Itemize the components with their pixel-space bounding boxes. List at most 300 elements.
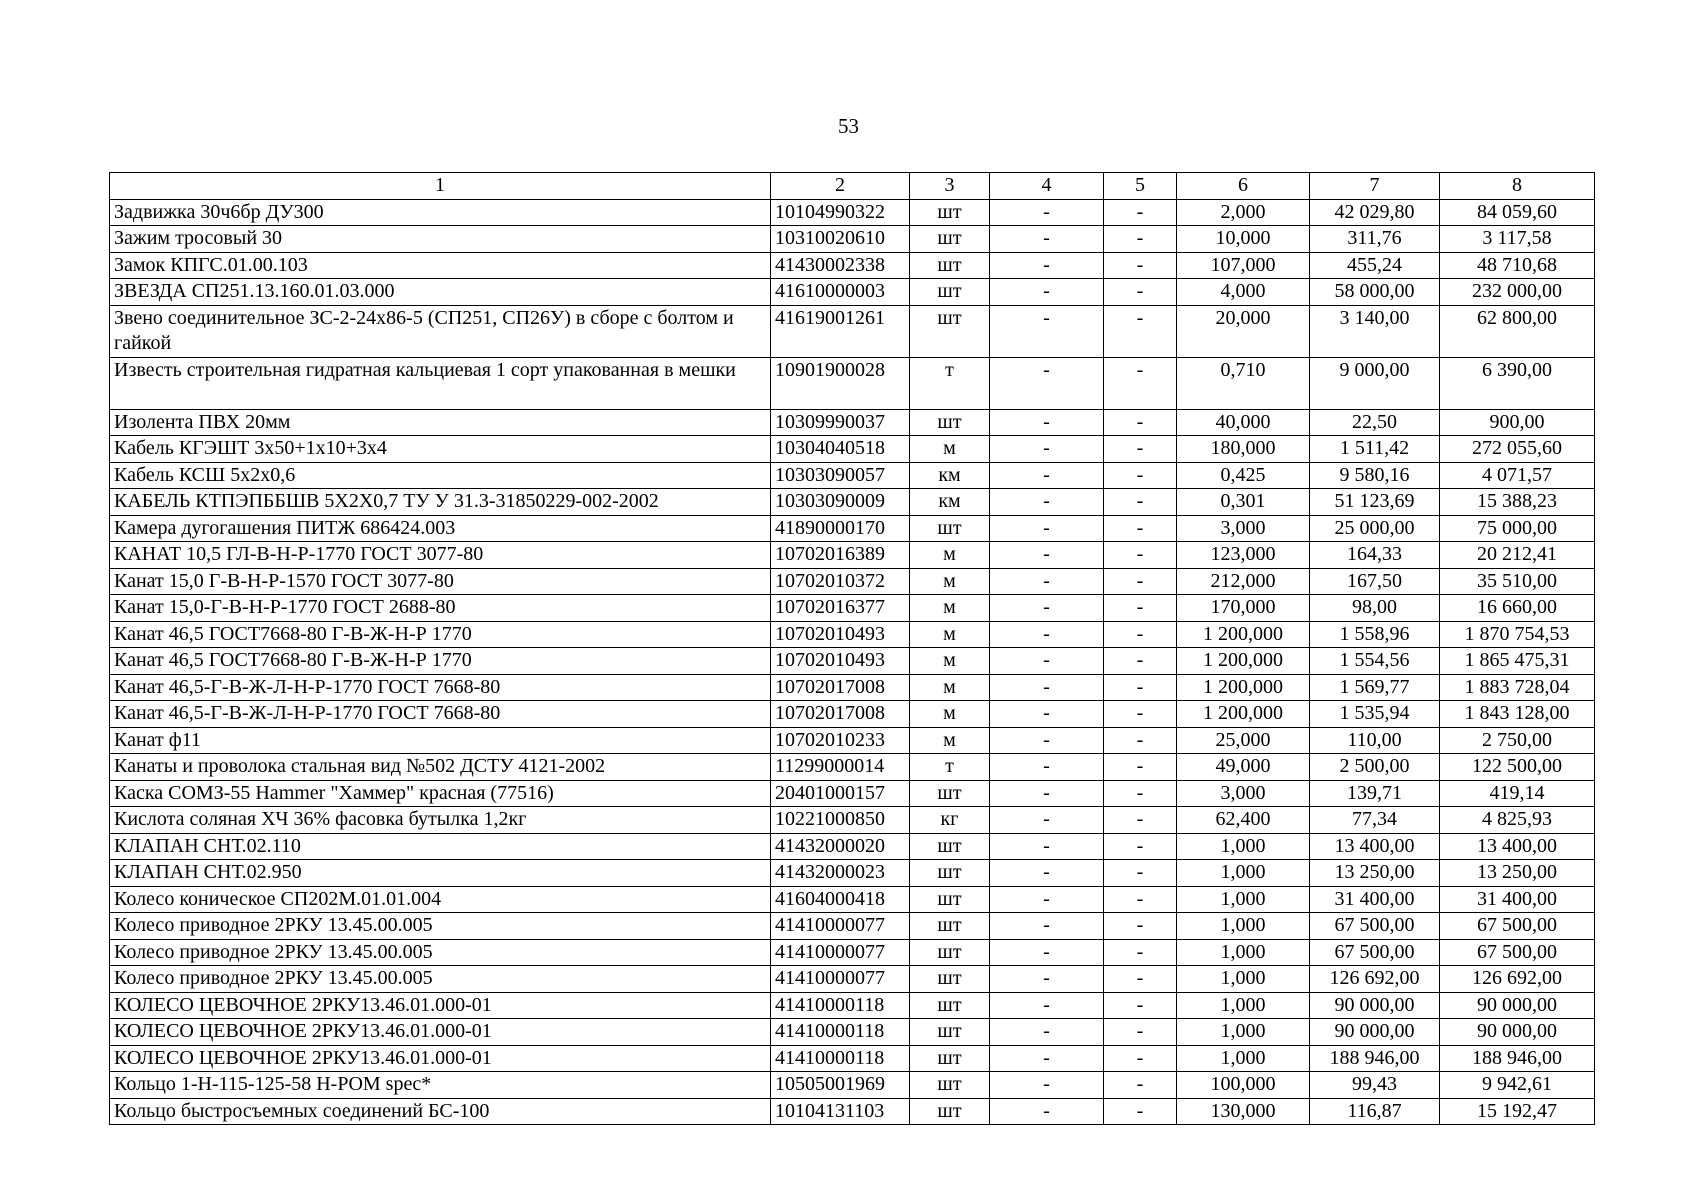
table-row xyxy=(110,833,1595,860)
quantity-cell: 212,000 xyxy=(1177,568,1310,595)
item-code-cell: 10702016377 xyxy=(771,595,910,622)
price-cell: 42 029,80 xyxy=(1310,199,1440,226)
quantity-cell: 0,425 xyxy=(1177,462,1310,489)
item-code-cell: 41432000023 xyxy=(771,860,910,887)
price-cell: 13 400,00 xyxy=(1310,833,1440,860)
sum-cell: 20 212,41 xyxy=(1440,542,1595,569)
price-cell: 31 400,00 xyxy=(1310,886,1440,913)
column-4-cell: - xyxy=(990,1045,1104,1072)
sum-cell: 90 000,00 xyxy=(1440,1019,1595,1046)
column-5-cell: - xyxy=(1104,939,1177,966)
price-cell: 1 569,77 xyxy=(1310,674,1440,701)
unit-cell: шт xyxy=(910,966,990,993)
table-row xyxy=(110,621,1595,648)
price-cell: 67 500,00 xyxy=(1310,939,1440,966)
column-header: 6 xyxy=(1177,173,1310,200)
item-code-cell: 41410000118 xyxy=(771,1019,910,1046)
unit-cell: шт xyxy=(910,305,990,357)
sum-cell: 15 192,47 xyxy=(1440,1098,1595,1125)
column-header: 7 xyxy=(1310,173,1440,200)
item-code-cell: 41610000003 xyxy=(771,279,910,306)
column-4-cell: - xyxy=(990,621,1104,648)
column-4-cell: - xyxy=(990,780,1104,807)
quantity-cell: 0,301 xyxy=(1177,489,1310,516)
quantity-cell: 1 200,000 xyxy=(1177,648,1310,675)
price-cell: 1 535,94 xyxy=(1310,701,1440,728)
item-name-cell: Канат 46,5-Г-В-Ж-Л-Н-Р-1770 ГОСТ 7668-80 xyxy=(110,701,771,728)
item-name-cell: КОЛЕСО ЦЕВОЧНОЕ 2РКУ13.46.01.000-01 xyxy=(110,992,771,1019)
column-4-cell: - xyxy=(990,252,1104,279)
quantity-cell: 4,000 xyxy=(1177,279,1310,306)
price-cell: 3 140,00 xyxy=(1310,305,1440,357)
unit-cell: шт xyxy=(910,252,990,279)
column-4-cell: - xyxy=(990,939,1104,966)
column-header: 1 xyxy=(110,173,771,200)
sum-cell: 232 000,00 xyxy=(1440,279,1595,306)
item-code-cell: 10702010233 xyxy=(771,727,910,754)
table-row xyxy=(110,780,1595,807)
column-5-cell: - xyxy=(1104,436,1177,463)
item-code-cell: 41410000077 xyxy=(771,939,910,966)
price-cell: 188 946,00 xyxy=(1310,1045,1440,1072)
unit-cell: кг xyxy=(910,807,990,834)
table-row xyxy=(110,1072,1595,1099)
item-code-cell: 41890000170 xyxy=(771,515,910,542)
item-code-cell: 10303090009 xyxy=(771,489,910,516)
sum-cell: 9 942,61 xyxy=(1440,1072,1595,1099)
item-name-cell: Канат 15,0 Г-В-Н-Р-1570 ГОСТ 3077-80 xyxy=(110,568,771,595)
unit-cell: км xyxy=(910,462,990,489)
sum-cell: 13 400,00 xyxy=(1440,833,1595,860)
price-cell: 9 000,00 xyxy=(1310,357,1440,409)
column-header: 2 xyxy=(771,173,910,200)
unit-cell: м xyxy=(910,621,990,648)
column-4-cell: - xyxy=(990,305,1104,357)
item-name-cell: Канат 46,5 ГОСТ7668-80 Г-В-Ж-Н-Р 1770 xyxy=(110,648,771,675)
column-5-cell: - xyxy=(1104,279,1177,306)
table-row xyxy=(110,489,1595,516)
sum-cell: 1 865 475,31 xyxy=(1440,648,1595,675)
column-header: 4 xyxy=(990,173,1104,200)
item-name-cell: Канаты и проволока стальная вид №502 ДСТУ 4121-2002 xyxy=(110,754,771,781)
column-5-cell: - xyxy=(1104,701,1177,728)
table-row xyxy=(110,279,1595,306)
unit-cell: м xyxy=(910,648,990,675)
sum-cell: 15 388,23 xyxy=(1440,489,1595,516)
sum-cell: 84 059,60 xyxy=(1440,199,1595,226)
column-5-cell: - xyxy=(1104,780,1177,807)
unit-cell: м xyxy=(910,542,990,569)
unit-cell: шт xyxy=(910,1045,990,1072)
price-cell: 311,76 xyxy=(1310,226,1440,253)
column-4-cell: - xyxy=(990,595,1104,622)
column-5-cell: - xyxy=(1104,992,1177,1019)
table-row xyxy=(110,568,1595,595)
column-4-cell: - xyxy=(990,542,1104,569)
column-5-cell: - xyxy=(1104,1019,1177,1046)
table-row xyxy=(110,674,1595,701)
sum-cell: 48 710,68 xyxy=(1440,252,1595,279)
price-cell: 58 000,00 xyxy=(1310,279,1440,306)
item-code-cell: 10702010493 xyxy=(771,648,910,675)
quantity-cell: 25,000 xyxy=(1177,727,1310,754)
column-5-cell: - xyxy=(1104,833,1177,860)
column-4-cell: - xyxy=(990,727,1104,754)
unit-cell: шт xyxy=(910,913,990,940)
quantity-cell: 1,000 xyxy=(1177,913,1310,940)
column-4-cell: - xyxy=(990,860,1104,887)
sum-cell: 3 117,58 xyxy=(1440,226,1595,253)
unit-cell: шт xyxy=(910,279,990,306)
item-name-cell: Колесо коническое СП202М.01.01.004 xyxy=(110,886,771,913)
column-4-cell: - xyxy=(990,807,1104,834)
column-4-cell: - xyxy=(990,992,1104,1019)
price-cell: 67 500,00 xyxy=(1310,913,1440,940)
column-header: 3 xyxy=(910,173,990,200)
price-cell: 1 554,56 xyxy=(1310,648,1440,675)
column-5-cell: - xyxy=(1104,860,1177,887)
column-5-cell: - xyxy=(1104,754,1177,781)
unit-cell: шт xyxy=(910,199,990,226)
price-cell: 90 000,00 xyxy=(1310,1019,1440,1046)
table-row xyxy=(110,226,1595,253)
unit-cell: шт xyxy=(910,939,990,966)
quantity-cell: 1,000 xyxy=(1177,833,1310,860)
unit-cell: км xyxy=(910,489,990,516)
column-5-cell: - xyxy=(1104,727,1177,754)
item-name-cell: Кольцо 1-Н-115-125-58 H-POM spec* xyxy=(110,1072,771,1099)
item-name-cell: Замок КПГС.01.00.103 xyxy=(110,252,771,279)
quantity-cell: 123,000 xyxy=(1177,542,1310,569)
item-code-cell: 41619001261 xyxy=(771,305,910,357)
table-row xyxy=(110,727,1595,754)
quantity-cell: 180,000 xyxy=(1177,436,1310,463)
column-5-cell: - xyxy=(1104,1045,1177,1072)
column-4-cell: - xyxy=(990,1072,1104,1099)
item-code-cell: 20401000157 xyxy=(771,780,910,807)
column-4-cell: - xyxy=(990,674,1104,701)
quantity-cell: 3,000 xyxy=(1177,515,1310,542)
sum-cell: 2 750,00 xyxy=(1440,727,1595,754)
price-cell: 455,24 xyxy=(1310,252,1440,279)
item-name-cell: Колесо приводное 2РКУ 13.45.00.005 xyxy=(110,966,771,993)
price-cell: 126 692,00 xyxy=(1310,966,1440,993)
quantity-cell: 170,000 xyxy=(1177,595,1310,622)
sum-cell: 31 400,00 xyxy=(1440,886,1595,913)
quantity-cell: 10,000 xyxy=(1177,226,1310,253)
table-row xyxy=(110,1098,1595,1125)
column-header: 8 xyxy=(1440,173,1595,200)
item-code-cell: 10702010372 xyxy=(771,568,910,595)
item-name-cell: Задвижка 30ч6бр ДУ300 xyxy=(110,199,771,226)
table-header-row xyxy=(110,173,1595,200)
quantity-cell: 1,000 xyxy=(1177,1019,1310,1046)
item-name-cell: Канат 46,5-Г-В-Ж-Л-Н-Р-1770 ГОСТ 7668-80 xyxy=(110,674,771,701)
table-row xyxy=(110,701,1595,728)
item-code-cell: 10303090057 xyxy=(771,462,910,489)
price-cell: 25 000,00 xyxy=(1310,515,1440,542)
table-row xyxy=(110,462,1595,489)
column-5-cell: - xyxy=(1104,305,1177,357)
column-4-cell: - xyxy=(990,462,1104,489)
table-row xyxy=(110,1019,1595,1046)
column-4-cell: - xyxy=(990,436,1104,463)
column-5-cell: - xyxy=(1104,595,1177,622)
table-row xyxy=(110,199,1595,226)
table-row xyxy=(110,595,1595,622)
column-4-cell: - xyxy=(990,489,1104,516)
quantity-cell: 62,400 xyxy=(1177,807,1310,834)
inventory-table xyxy=(109,172,1595,1125)
column-4-cell: - xyxy=(990,701,1104,728)
price-cell: 9 580,16 xyxy=(1310,462,1440,489)
sum-cell: 1 883 728,04 xyxy=(1440,674,1595,701)
table-row xyxy=(110,886,1595,913)
column-5-cell: - xyxy=(1104,966,1177,993)
item-name-cell: Кабель КГЭШТ 3х50+1х10+3х4 xyxy=(110,436,771,463)
unit-cell: м xyxy=(910,674,990,701)
quantity-cell: 1,000 xyxy=(1177,860,1310,887)
sum-cell: 90 000,00 xyxy=(1440,992,1595,1019)
unit-cell: шт xyxy=(910,833,990,860)
unit-cell: м xyxy=(910,568,990,595)
item-name-cell: Канат ф11 xyxy=(110,727,771,754)
unit-cell: шт xyxy=(910,409,990,436)
item-name-cell: КАБЕЛЬ КТПЭПББШВ 5Х2Х0,7 ТУ У 31.3-31850229-002-2002 xyxy=(110,489,771,516)
item-name-cell: Кольцо быстросъемных соединений БС-100 xyxy=(110,1098,771,1125)
table-row xyxy=(110,542,1595,569)
item-code-cell: 41410000077 xyxy=(771,966,910,993)
column-5-cell: - xyxy=(1104,252,1177,279)
quantity-cell: 49,000 xyxy=(1177,754,1310,781)
unit-cell: шт xyxy=(910,992,990,1019)
table-row xyxy=(110,252,1595,279)
price-cell: 1 511,42 xyxy=(1310,436,1440,463)
table-row xyxy=(110,860,1595,887)
sum-cell: 13 250,00 xyxy=(1440,860,1595,887)
unit-cell: т xyxy=(910,754,990,781)
column-5-cell: - xyxy=(1104,357,1177,409)
sum-cell: 272 055,60 xyxy=(1440,436,1595,463)
column-5-cell: - xyxy=(1104,621,1177,648)
sum-cell: 6 390,00 xyxy=(1440,357,1595,409)
column-5-cell: - xyxy=(1104,542,1177,569)
price-cell: 2 500,00 xyxy=(1310,754,1440,781)
quantity-cell: 1,000 xyxy=(1177,1045,1310,1072)
table-row xyxy=(110,436,1595,463)
column-5-cell: - xyxy=(1104,199,1177,226)
column-4-cell: - xyxy=(990,199,1104,226)
quantity-cell: 3,000 xyxy=(1177,780,1310,807)
column-4-cell: - xyxy=(990,754,1104,781)
price-cell: 99,43 xyxy=(1310,1072,1440,1099)
item-code-cell: 10702017008 xyxy=(771,674,910,701)
table-row xyxy=(110,515,1595,542)
quantity-cell: 2,000 xyxy=(1177,199,1310,226)
column-4-cell: - xyxy=(990,568,1104,595)
quantity-cell: 1 200,000 xyxy=(1177,674,1310,701)
quantity-cell: 130,000 xyxy=(1177,1098,1310,1125)
unit-cell: шт xyxy=(910,1019,990,1046)
item-code-cell: 41410000118 xyxy=(771,1045,910,1072)
unit-cell: шт xyxy=(910,1072,990,1099)
item-name-cell: Каска СОМЗ-55 Hammer "Хаммер" красная (77516) xyxy=(110,780,771,807)
column-5-cell: - xyxy=(1104,886,1177,913)
column-5-cell: - xyxy=(1104,913,1177,940)
unit-cell: шт xyxy=(910,1098,990,1125)
sum-cell: 16 660,00 xyxy=(1440,595,1595,622)
column-5-cell: - xyxy=(1104,648,1177,675)
quantity-cell: 20,000 xyxy=(1177,305,1310,357)
column-5-cell: - xyxy=(1104,674,1177,701)
price-cell: 116,87 xyxy=(1310,1098,1440,1125)
unit-cell: шт xyxy=(910,860,990,887)
price-cell: 164,33 xyxy=(1310,542,1440,569)
column-4-cell: - xyxy=(990,966,1104,993)
table-row xyxy=(110,409,1595,436)
unit-cell: м xyxy=(910,727,990,754)
column-4-cell: - xyxy=(990,515,1104,542)
item-code-cell: 10221000850 xyxy=(771,807,910,834)
item-name-cell: Камера дугогашения ПИТЖ 686424.003 xyxy=(110,515,771,542)
table-row xyxy=(110,966,1595,993)
table-row xyxy=(110,648,1595,675)
item-code-cell: 41410000118 xyxy=(771,992,910,1019)
sum-cell: 35 510,00 xyxy=(1440,568,1595,595)
column-4-cell: - xyxy=(990,886,1104,913)
price-cell: 110,00 xyxy=(1310,727,1440,754)
column-4-cell: - xyxy=(990,279,1104,306)
quantity-cell: 40,000 xyxy=(1177,409,1310,436)
table-row xyxy=(110,1045,1595,1072)
column-4-cell: - xyxy=(990,913,1104,940)
item-code-cell: 10310020610 xyxy=(771,226,910,253)
sum-cell: 126 692,00 xyxy=(1440,966,1595,993)
column-4-cell: - xyxy=(990,226,1104,253)
column-4-cell: - xyxy=(990,357,1104,409)
quantity-cell: 1 200,000 xyxy=(1177,621,1310,648)
table-row xyxy=(110,913,1595,940)
item-name-cell: Изолента ПВХ 20мм xyxy=(110,409,771,436)
price-cell: 1 558,96 xyxy=(1310,621,1440,648)
sum-cell: 900,00 xyxy=(1440,409,1595,436)
item-name-cell: Звено соединительное ЗС-2-24х86-5 (СП251, СП26У) в сборе с болтом и гайкой xyxy=(110,305,771,357)
column-5-cell: - xyxy=(1104,515,1177,542)
price-cell: 22,50 xyxy=(1310,409,1440,436)
item-name-cell: Зажим тросовый 30 xyxy=(110,226,771,253)
quantity-cell: 1,000 xyxy=(1177,886,1310,913)
page-number: 53 xyxy=(838,114,859,138)
item-name-cell: Канат 46,5 ГОСТ7668-80 Г-В-Ж-Н-Р 1770 xyxy=(110,621,771,648)
item-name-cell: Колесо приводное 2РКУ 13.45.00.005 xyxy=(110,939,771,966)
quantity-cell: 1 200,000 xyxy=(1177,701,1310,728)
item-code-cell: 10702016389 xyxy=(771,542,910,569)
item-code-cell: 10505001969 xyxy=(771,1072,910,1099)
unit-cell: шт xyxy=(910,886,990,913)
sum-cell: 419,14 xyxy=(1440,780,1595,807)
column-4-cell: - xyxy=(990,1098,1104,1125)
quantity-cell: 0,710 xyxy=(1177,357,1310,409)
sum-cell: 67 500,00 xyxy=(1440,939,1595,966)
table-row xyxy=(110,939,1595,966)
sum-cell: 75 000,00 xyxy=(1440,515,1595,542)
item-code-cell: 41432000020 xyxy=(771,833,910,860)
column-5-cell: - xyxy=(1104,226,1177,253)
column-4-cell: - xyxy=(990,1019,1104,1046)
item-name-cell: Колесо приводное 2РКУ 13.45.00.005 xyxy=(110,913,771,940)
item-name-cell: КОЛЕСО ЦЕВОЧНОЕ 2РКУ13.46.01.000-01 xyxy=(110,1019,771,1046)
column-5-cell: - xyxy=(1104,1072,1177,1099)
sum-cell: 62 800,00 xyxy=(1440,305,1595,357)
unit-cell: т xyxy=(910,357,990,409)
item-name-cell: КЛАПАН СНТ.02.950 xyxy=(110,860,771,887)
item-name-cell: Канат 15,0-Г-В-Н-Р-1770 ГОСТ 2688-80 xyxy=(110,595,771,622)
price-cell: 51 123,69 xyxy=(1310,489,1440,516)
column-4-cell: - xyxy=(990,833,1104,860)
table-row xyxy=(110,807,1595,834)
item-code-cell: 10104131103 xyxy=(771,1098,910,1125)
quantity-cell: 1,000 xyxy=(1177,939,1310,966)
item-code-cell: 41430002338 xyxy=(771,252,910,279)
table-row xyxy=(110,992,1595,1019)
item-code-cell: 41604000418 xyxy=(771,886,910,913)
item-code-cell: 10304040518 xyxy=(771,436,910,463)
price-cell: 167,50 xyxy=(1310,568,1440,595)
item-name-cell: Кислота соляная ХЧ 36% фасовка бутылка 1,2кг xyxy=(110,807,771,834)
column-5-cell: - xyxy=(1104,462,1177,489)
column-5-cell: - xyxy=(1104,409,1177,436)
sum-cell: 1 870 754,53 xyxy=(1440,621,1595,648)
table-row xyxy=(110,754,1595,781)
item-code-cell: 41410000077 xyxy=(771,913,910,940)
item-name-cell: КОЛЕСО ЦЕВОЧНОЕ 2РКУ13.46.01.000-01 xyxy=(110,1045,771,1072)
item-code-cell: 10309990037 xyxy=(771,409,910,436)
unit-cell: м xyxy=(910,595,990,622)
item-code-cell: 10104990322 xyxy=(771,199,910,226)
quantity-cell: 107,000 xyxy=(1177,252,1310,279)
item-code-cell: 10702010493 xyxy=(771,621,910,648)
sum-cell: 122 500,00 xyxy=(1440,754,1595,781)
table-row xyxy=(110,305,1595,357)
item-name-cell: КАНАТ 10,5 ГЛ-В-Н-Р-1770 ГОСТ 3077-80 xyxy=(110,542,771,569)
column-5-cell: - xyxy=(1104,568,1177,595)
column-header: 5 xyxy=(1104,173,1177,200)
table-body xyxy=(110,199,1595,1125)
column-4-cell: - xyxy=(990,409,1104,436)
price-cell: 13 250,00 xyxy=(1310,860,1440,887)
column-5-cell: - xyxy=(1104,807,1177,834)
item-name-cell: КЛАПАН СНТ.02.110 xyxy=(110,833,771,860)
sum-cell: 4 825,93 xyxy=(1440,807,1595,834)
column-5-cell: - xyxy=(1104,1098,1177,1125)
column-4-cell: - xyxy=(990,648,1104,675)
item-code-cell: 10901900028 xyxy=(771,357,910,409)
item-name-cell: Кабель КСШ 5х2х0,6 xyxy=(110,462,771,489)
item-name-cell: ЗВЕЗДА СП251.13.160.01.03.000 xyxy=(110,279,771,306)
item-code-cell: 10702017008 xyxy=(771,701,910,728)
quantity-cell: 1,000 xyxy=(1177,966,1310,993)
sum-cell: 188 946,00 xyxy=(1440,1045,1595,1072)
item-name-cell: Известь строительная гидратная кальциевая 1 сорт упакованная в мешки xyxy=(110,357,771,409)
unit-cell: м xyxy=(910,436,990,463)
sum-cell: 67 500,00 xyxy=(1440,913,1595,940)
price-cell: 90 000,00 xyxy=(1310,992,1440,1019)
column-5-cell: - xyxy=(1104,489,1177,516)
unit-cell: шт xyxy=(910,780,990,807)
unit-cell: шт xyxy=(910,515,990,542)
price-cell: 98,00 xyxy=(1310,595,1440,622)
quantity-cell: 1,000 xyxy=(1177,992,1310,1019)
